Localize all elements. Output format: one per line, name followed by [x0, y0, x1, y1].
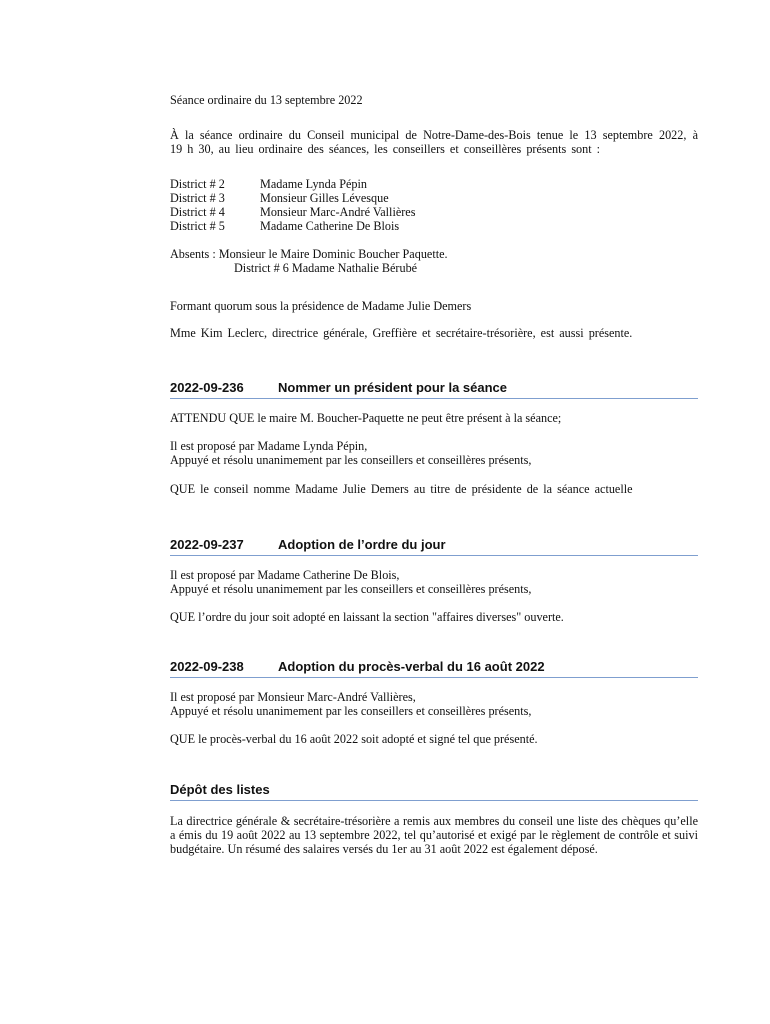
meeting-title: Séance ordinaire du 13 septembre 2022	[170, 93, 363, 107]
proposer-line: Il est proposé par Madame Catherine De Blois,	[170, 568, 400, 582]
district-label: District # 3	[170, 191, 225, 205]
resolution-section	[170, 380, 698, 497]
que-clause: QUE le procès-verbal du 16 août 2022 soit adopté et signé tel que présenté.	[170, 732, 538, 746]
resolution-section	[170, 659, 698, 746]
councillor-name: Monsieur Marc-André Vallières	[260, 205, 416, 219]
quorum-statement: Formant quorum sous la présidence de Madame Julie Demers	[170, 299, 472, 313]
district-label: District # 5	[170, 219, 225, 233]
resolution-title: Adoption de l’ordre du jour	[278, 537, 446, 552]
present-row	[170, 177, 698, 191]
district-label: District # 2	[170, 177, 225, 191]
present-row	[170, 219, 698, 233]
depot-paragraph: La directrice générale & secrétaire-trésorière a remis aux membres du conseil une liste des chèques qu’elle a émis du 19 août 2022 au 13 septembre 2022, tel qu’autorisé et exigé par le règlement de contrôle et suivi budgétaire. Un résumé des salaires versés du 1er au 31 août 2022 est également déposé.	[170, 814, 698, 856]
resolution-number: 2022-09-237	[170, 537, 244, 552]
resolution-title: Nommer un président pour la séance	[278, 380, 508, 395]
que-clause: QUE l’ordre du jour soit adopté en laissant la section "affaires diverses" ouverte.	[170, 610, 564, 624]
section-heading	[170, 782, 698, 801]
proposer-line: Il est proposé par Madame Lynda Pépin,	[170, 439, 368, 453]
resolution-number: 2022-09-238	[170, 659, 244, 674]
councillor-name: Madame Catherine De Blois	[260, 219, 400, 233]
depot-section	[170, 782, 698, 856]
document-content	[170, 93, 698, 856]
seconder-line: Appuyé et résolu unanimement par les conseillers et conseillères présents,	[170, 582, 532, 596]
proposer-line: Il est proposé par Monsieur Marc-André Vallières,	[170, 690, 416, 704]
attendu-clause: ATTENDU QUE le maire M. Boucher-Paquette ne peut être présent à la séance;	[170, 411, 562, 425]
absents-block	[170, 247, 698, 275]
resolution-title: Adoption du procès-verbal du 16 août 2022	[278, 659, 545, 674]
resolution-section	[170, 537, 698, 624]
intro-paragraph: À la séance ordinaire du Conseil municipal de Notre-Dame-des-Bois tenue le 13 septembre 2022, à 19 h 30, au lieu ordinaire des séances, les conseillers et conseillères présents sont :	[170, 128, 698, 156]
district-label: District # 4	[170, 205, 225, 219]
councillor-name: Monsieur Gilles Lévesque	[260, 191, 389, 205]
present-list	[170, 177, 698, 233]
section-heading	[170, 537, 698, 556]
depot-title: Dépôt des listes	[170, 782, 270, 797]
seconder-line: Appuyé et résolu unanimement par les conseillers et conseillères présents,	[170, 453, 532, 467]
que-clause: QUE le conseil nomme Madame Julie Demers au titre de présidente de la séance actuelle	[170, 482, 633, 496]
absents-line: Absents : Monsieur le Maire Dominic Boucher Paquette.	[170, 247, 448, 261]
councillor-name: Madame Lynda Pépin	[260, 177, 367, 191]
absents-line: District # 6 Madame Nathalie Bérubé	[234, 261, 418, 275]
dg-presence-statement: Mme Kim Leclerc, directrice générale, Greffière et secrétaire-trésorière, est aussi présente.	[170, 326, 633, 340]
present-row	[170, 205, 698, 219]
resolution-number: 2022-09-236	[170, 380, 244, 395]
seconder-line: Appuyé et résolu unanimement par les conseillers et conseillères présents,	[170, 704, 532, 718]
section-heading	[170, 659, 698, 678]
present-row	[170, 191, 698, 205]
spacer	[170, 275, 698, 299]
section-heading	[170, 380, 698, 399]
